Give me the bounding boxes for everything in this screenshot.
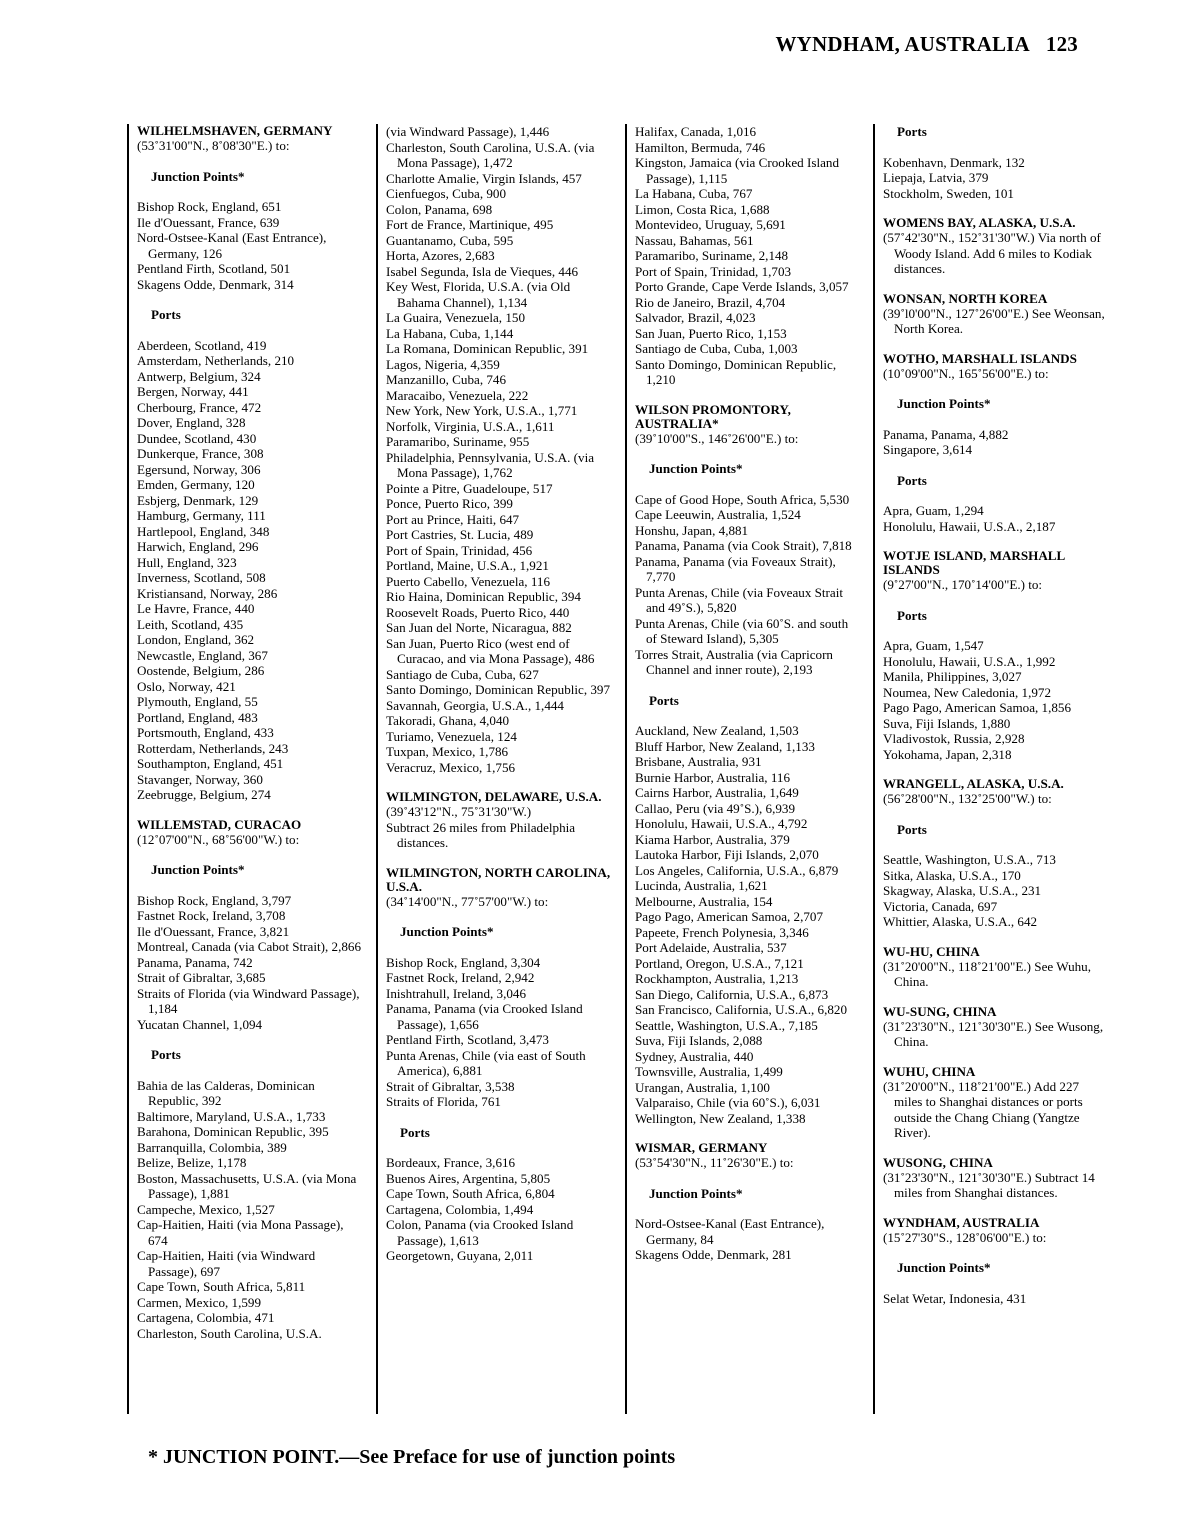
entry-line: Santo Domingo, Dominican Republic, 1,210: [635, 356, 837, 387]
entry-line: Dunkerque, France, 308: [137, 446, 264, 461]
entry-line: Amsterdam, Netherlands, 210: [137, 353, 295, 368]
entry-line: Santo Domingo, Dominican Republic, 397: [386, 682, 611, 697]
entry-line: Nord-Ostsee-Kanal (East Entrance), Germany, 84: [635, 1216, 825, 1247]
entry-line: Fastnet Rock, Ireland, 2,942: [386, 970, 535, 985]
section-subheading: Junction Points*: [897, 1260, 991, 1275]
entry-line: Nassau, Bahamas, 561: [635, 232, 754, 248]
entry-line: Ile d'Ouessant, France, 639: [137, 214, 280, 230]
section-subheading: Ports: [400, 1124, 430, 1140]
entry-line: Brisbane, Australia, 931: [635, 754, 762, 769]
entry-heading: WUSONG, CHINA: [883, 1154, 993, 1170]
entry-line: Maracaibo, Venezuela, 222: [386, 387, 529, 403]
entry-line: Sitka, Alaska, U.S.A., 170: [883, 867, 1021, 883]
entry-line: Vladivostok, Russia, 2,928: [883, 731, 1025, 746]
section-subheading: Junction Points*: [151, 168, 245, 184]
entry-line: Bahia de las Calderas, Dominican Republic, 392: [137, 1077, 315, 1108]
entry-line: Pentland Firth, Scotland, 3,473: [386, 1032, 549, 1047]
entry-line: Port of Spain, Trinidad, 1,703: [635, 263, 792, 279]
entry-line: San Juan, Puerto Rico (west end of Curacao, and via Mona Passage), 486: [386, 635, 595, 666]
entry-line: Inverness, Scotland, 508: [137, 570, 266, 585]
entry-line: Kristiansand, Norway, 286: [137, 585, 278, 601]
entry-line: Valparaiso, Chile (via 60˚S.), 6,031: [635, 1095, 821, 1110]
entry-line: Skagens Odde, Denmark, 314: [137, 276, 294, 292]
entry-line: Torres Strait, Australia (via Capricorn Channel and inner route), 2,193: [635, 646, 833, 677]
entry-line: Callao, Peru (via 49˚S.), 6,939: [635, 800, 796, 816]
entry-line: (12˚07'00"N., 68˚56'00"W.) to:: [137, 831, 300, 847]
entry-line: Melbourne, Australia, 154: [635, 893, 773, 909]
entry-line: Cape of Good Hope, South Africa, 5,530: [635, 491, 850, 507]
entry-line: Dundee, Scotland, 430: [137, 430, 257, 446]
entry-line: Pago Pago, American Samoa, 1,856: [883, 700, 1072, 715]
entry-line: Suva, Fiji Islands, 2,088: [635, 1033, 763, 1048]
entry-line: Plymouth, England, 55: [137, 694, 258, 709]
entry-line: Panama, Panama, 742: [137, 954, 253, 970]
entry-line: Leith, Scotland, 435: [137, 616, 244, 632]
entry-line: Fastnet Rock, Ireland, 3,708: [137, 908, 286, 923]
entry-line: Townsville, Australia, 1,499: [635, 1064, 783, 1079]
entry-line: Zeebrugge, Belgium, 274: [137, 787, 271, 802]
entry-line: Kobenhavn, Denmark, 132: [883, 154, 1025, 170]
entry-line: Lagos, Nigeria, 4,359: [386, 356, 500, 372]
entry-line: Southampton, England, 451: [137, 756, 284, 771]
entry-line: Honolulu, Hawaii, U.S.A., 4,792: [635, 816, 808, 831]
entry-line: Salvador, Brazil, 4,023: [635, 310, 756, 325]
entry-line: Bishop Rock, England, 3,797: [137, 892, 292, 908]
entry-line: Yucatan Channel, 1,094: [137, 1016, 263, 1032]
entry-heading: WILLEMSTAD, CURACAO: [137, 816, 302, 832]
entry-line: Pago Pago, American Samoa, 2,707: [635, 909, 824, 924]
entry-line: Hull, England, 323: [137, 554, 237, 570]
entry-line: Honshu, Japan, 4,881: [635, 522, 749, 538]
entry-heading: WOTJE ISLAND, MARSHALL ISLANDS: [883, 548, 1065, 577]
entry-line: Cape Town, South Africa, 5,811: [137, 1279, 306, 1294]
entry-line: Apra, Guam, 1,547: [883, 638, 984, 653]
entry-line: Cartagena, Colombia, 1,494: [386, 1201, 534, 1217]
header-title: WYNDHAM, AUSTRALIA: [775, 32, 1030, 56]
entry-line: Sydney, Australia, 440: [635, 1048, 754, 1064]
entry-line: Singapore, 3,614: [883, 442, 973, 457]
entry-line: Guantanamo, Cuba, 595: [386, 232, 514, 248]
footnote: * JUNCTION POINT.—See Preface for use of junction points: [148, 1446, 676, 1468]
section-subheading: Junction Points*: [400, 924, 494, 939]
entry-line: (via Windward Passage), 1,446: [386, 124, 550, 139]
page-number: 123: [1045, 32, 1078, 56]
entry-line: Port au Prince, Haiti, 647: [386, 511, 520, 527]
entry-line: Paramaribo, Suriname, 955: [386, 434, 530, 449]
section-subheading: Ports: [897, 124, 927, 139]
section-subheading: Junction Points*: [649, 461, 743, 476]
entry-line: New York, New York, U.S.A., 1,771: [386, 403, 578, 418]
entry-line: Straits of Florida, 761: [386, 1094, 501, 1109]
entry-line: (31˚23'30"N., 121˚30'30"E.) Subtract 14 miles from Shanghai distances.: [883, 1169, 1095, 1200]
entry-line: Ile d'Ouessant, France, 3,821: [137, 923, 290, 939]
entry-line: Rockhampton, Australia, 1,213: [635, 971, 799, 986]
entry-line: Le Havre, France, 440: [137, 601, 255, 616]
entry-line: Victoria, Canada, 697: [883, 898, 998, 914]
entry-line: Hamilton, Bermuda, 746: [635, 139, 766, 155]
entry-line: Port Castries, St. Lucia, 489: [386, 527, 534, 542]
entry-line: Lucinda, Australia, 1,621: [635, 878, 768, 893]
entry-line: Punta Arenas, Chile (via east of South America), 6,881: [386, 1047, 586, 1078]
section-subheading: Junction Points*: [649, 1185, 743, 1201]
entry-line: Stockholm, Sweden, 101: [883, 185, 1014, 201]
entry-line: (31˚20'00"N., 118˚21'00"E.) Add 227 miles to Shanghai distances or ports outside the Chang Chiang (Yangtze River).: [883, 1078, 1083, 1140]
entry-line: Baltimore, Maryland, U.S.A., 1,733: [137, 1108, 326, 1124]
entry-line: Aberdeen, Scotland, 419: [137, 337, 267, 353]
entry-line: (31˚23'30"N., 121˚30'30"E.) See Wusong, China.: [883, 1018, 1104, 1049]
entry-line: Limon, Costa Rica, 1,688: [635, 201, 770, 217]
entry-heading: WYNDHAM, AUSTRALIA: [883, 1214, 1040, 1230]
entry-line: Port Adelaide, Australia, 537: [635, 940, 787, 955]
entry-line: Roosevelt Roads, Puerto Rico, 440: [386, 604, 570, 620]
entry-line: Yokohama, Japan, 2,318: [883, 746, 1012, 762]
entry-line: Nord-Ostsee-Kanal (East Entrance), Germany, 126: [137, 230, 327, 261]
entry-heading: WU-HU, CHINA: [883, 943, 980, 959]
entry-line: (57˚42'30"N., 152˚31'30"W.) Via north of Woody Island. Add 6 miles to Kodiak distances.: [883, 230, 1101, 276]
entry-line: Inishtrahull, Ireland, 3,046: [386, 985, 526, 1001]
entry-line: Pentland Firth, Scotland, 501: [137, 261, 291, 276]
section-subheading: Ports: [897, 821, 927, 837]
entry-line: Charleston, South Carolina, U.S.A. (via Mona Passage), 1,472: [386, 139, 595, 170]
entry-line: Belize, Belize, 1,178: [137, 1155, 247, 1170]
section-subheading: Ports: [151, 1047, 181, 1062]
entry-line: Cartagena, Colombia, 471: [137, 1310, 275, 1325]
entry-line: Manila, Philippines, 3,027: [883, 669, 1022, 684]
entry-line: Hartlepool, England, 348: [137, 523, 270, 539]
entry-line: Skagway, Alaska, U.S.A., 231: [883, 883, 1042, 898]
entry-line: San Francisco, California, U.S.A., 6,820: [635, 1002, 848, 1017]
column-2: [376, 124, 612, 1414]
entry-line: Buenos Aires, Argentina, 5,805: [386, 1170, 551, 1186]
entry-line: Philadelphia, Pennsylvania, U.S.A. (via Mona Passage), 1,762: [386, 449, 595, 480]
entry-line: (10˚09'00"N., 165˚56'00"E.) to:: [883, 365, 1049, 381]
entry-line: Pointe a Pitre, Guadeloupe, 517: [386, 480, 553, 496]
entry-line: Oostende, Belgium, 286: [137, 663, 265, 678]
entry-line: (39˚43'12"N., 75˚31'30"W.): [386, 804, 532, 819]
entry-heading: WISMAR, GERMANY: [635, 1140, 768, 1155]
entry-line: (39˚l0'00"N., 127˚26'00"E.) See Weonsan, North Korea.: [883, 305, 1105, 336]
entry-line: Newcastle, England, 367: [137, 647, 268, 663]
entry-line: Port of Spain, Trinidad, 456: [386, 542, 533, 558]
entry-line: Cienfuegos, Cuba, 900: [386, 186, 507, 201]
entry-line: Strait of Gibraltar, 3,538: [386, 1078, 515, 1094]
entry-line: Punta Arenas, Chile (via 60˚S. and south of Steward Island), 5,305: [635, 615, 849, 646]
entry-line: Whittier, Alaska, U.S.A., 642: [883, 914, 1038, 929]
entry-line: Charleston, South Carolina, U.S.A.: [137, 1325, 322, 1341]
entry-line: Turiamo, Venezuela, 124: [386, 728, 517, 744]
entry-line: Seattle, Washington, U.S.A., 713: [883, 852, 1056, 867]
entry-heading: WONSAN, NORTH KOREA: [883, 290, 1048, 306]
entry-line: Urangan, Australia, 1,100: [635, 1079, 770, 1095]
entry-line: Barranquilla, Colombia, 389: [137, 1139, 287, 1155]
entry-line: Horta, Azores, 2,683: [386, 248, 495, 263]
column-1: [127, 124, 363, 1414]
entry-line: Santiago de Cuba, Cuba, 1,003: [635, 341, 798, 356]
entry-line: Oslo, Norway, 421: [137, 678, 236, 694]
entry-line: Egersund, Norway, 306: [137, 461, 261, 477]
entry-heading: WU-SUNG, CHINA: [883, 1003, 997, 1019]
entry-line: Colon, Panama (via Crooked Island Passage), 1,613: [386, 1217, 574, 1248]
entry-line: Panama, Panama (via Foveaux Strait), 7,770: [635, 553, 836, 584]
entry-line: Cape Leeuwin, Australia, 1,524: [635, 507, 801, 522]
entry-line: Montreal, Canada (via Cabot Strait), 2,866: [137, 939, 361, 954]
entry-line: Cairns Harbor, Australia, 1,649: [635, 785, 799, 800]
entry-line: (15˚27'30"S., 128˚06'00"E.) to:: [883, 1229, 1047, 1245]
entry-line: (9˚27'00"N., 170˚14'00"E.) to:: [883, 577, 1043, 592]
entry-heading: WOTHO, MARSHALL ISLANDS: [883, 350, 1077, 366]
entry-line: Panama, Panama (via Crooked Island Passage), 1,656: [386, 1001, 583, 1032]
entry-line: Lautoka Harbor, Fiji Islands, 2,070: [635, 847, 819, 862]
entry-line: Bordeaux, France, 3,616: [386, 1155, 516, 1170]
entry-line: Portland, England, 483: [137, 709, 258, 725]
entry-line: (56˚28'00"N., 132˚25'00"W.) to:: [883, 791, 1052, 806]
entry-line: Apra, Guam, 1,294: [883, 503, 984, 518]
entry-line: Subtract 26 miles from Philadelphia distances.: [386, 819, 576, 850]
entry-line: (39˚10'00"S., 146˚26'00"E.) to:: [635, 430, 799, 446]
entry-heading: WILMINGTON, DELAWARE, U.S.A.: [386, 789, 602, 804]
entry-line: Porto Grande, Cape Verde Islands, 3,057: [635, 279, 849, 294]
entry-heading: WILHELMSHAVEN, GERMANY: [137, 124, 333, 138]
entry-line: Selat Wetar, Indonesia, 431: [883, 1290, 1027, 1306]
entry-line: Montevideo, Uruguay, 5,691: [635, 217, 786, 232]
entry-line: Cap-Haitien, Haiti (via Windward Passage), 697: [137, 1248, 316, 1279]
entry-line: Campeche, Mexico, 1,527: [137, 1201, 275, 1217]
entry-line: Rotterdam, Netherlands, 243: [137, 740, 289, 756]
entry-line: Portland, Maine, U.S.A., 1,921: [386, 558, 549, 573]
entry-line: Cap-Haitien, Haiti (via Mona Passage), 674: [137, 1217, 344, 1248]
entry-line: Paramaribo, Suriname, 2,148: [635, 248, 789, 263]
entry-line: Carmen, Mexico, 1,599: [137, 1294, 262, 1310]
entry-line: Burnie Harbor, Australia, 116: [635, 769, 790, 785]
entry-line: Norfolk, Virginia, U.S.A., 1,611: [386, 418, 555, 434]
entry-line: Savannah, Georgia, U.S.A., 1,444: [386, 697, 564, 713]
entry-line: Isabel Segunda, Isla de Vieques, 446: [386, 263, 579, 279]
entry-line: Bluff Harbor, New Zealand, 1,133: [635, 738, 815, 754]
column-4: [873, 124, 1109, 1414]
entry-line: London, England, 362: [137, 632, 255, 647]
entry-line: Emden, Germany, 120: [137, 477, 255, 492]
column-3: [625, 124, 861, 1414]
entry-line: Stavanger, Norway, 360: [137, 771, 263, 787]
section-subheading: Ports: [151, 307, 181, 322]
entry-line: Puerto Cabello, Venezuela, 116: [386, 573, 550, 589]
entry-line: Halifax, Canada, 1,016: [635, 124, 757, 139]
entry-line: Takoradi, Ghana, 4,040: [386, 713, 510, 728]
entry-line: Auckland, New Zealand, 1,503: [635, 723, 799, 738]
entry-line: Skagens Odde, Denmark, 281: [635, 1247, 792, 1262]
entry-heading: WOMENS BAY, ALASKA, U.S.A.: [883, 215, 1076, 230]
entry-line: Key West, Florida, U.S.A. (via Old Bahama Channel), 1,134: [386, 279, 571, 310]
entry-heading: WUHU, CHINA: [883, 1063, 976, 1079]
entry-line: Panama, Panama (via Cook Strait), 7,818: [635, 538, 852, 553]
entry-line: Antwerp, Belgium, 324: [137, 368, 261, 384]
entry-line: San Diego, California, U.S.A., 6,873: [635, 986, 829, 1002]
entry-line: Harwich, England, 296: [137, 539, 259, 554]
entry-line: La Romana, Dominican Republic, 391: [386, 341, 589, 356]
entry-line: Bishop Rock, England, 651: [137, 199, 282, 214]
entry-line: Cherbourg, France, 472: [137, 399, 262, 415]
entry-line: Strait of Gibraltar, 3,685: [137, 970, 266, 985]
section-subheading: Ports: [649, 692, 679, 708]
entry-line: Panama, Panama, 4,882: [883, 426, 1009, 442]
entry-line: Georgetown, Guyana, 2,011: [386, 1248, 534, 1263]
entry-line: Portsmouth, England, 433: [137, 725, 274, 740]
entry-line: Bergen, Norway, 441: [137, 384, 249, 399]
section-subheading: Ports: [897, 607, 927, 623]
entry-line: Cape Town, South Africa, 6,804: [386, 1186, 555, 1201]
entry-line: (53˚54'30"N., 11˚26'30"E.) to:: [635, 1155, 794, 1170]
entry-line: Rio Haina, Dominican Republic, 394: [386, 589, 581, 604]
entry-line: Ponce, Puerto Rico, 399: [386, 496, 513, 511]
entry-line: Los Angeles, California, U.S.A., 6,879: [635, 862, 839, 878]
section-subheading: Ports: [897, 472, 927, 488]
entry-line: Punta Arenas, Chile (via Foveaux Strait and 49˚S.), 5,820: [635, 584, 844, 615]
entry-line: Tuxpan, Mexico, 1,786: [386, 744, 509, 759]
entry-heading: WILMINGTON, NORTH CAROLINA, U.S.A.: [386, 864, 611, 894]
entry-line: Portland, Oregon, U.S.A., 7,121: [635, 955, 804, 971]
entry-heading: WRANGELL, ALASKA, U.S.A.: [883, 776, 1064, 791]
section-subheading: Junction Points*: [897, 396, 991, 411]
entry-line: Esbjerg, Denmark, 129: [137, 492, 259, 508]
section-subheading: Junction Points*: [151, 862, 245, 877]
entry-line: Kingston, Jamaica (via Crooked Island Passage), 1,115: [635, 155, 839, 186]
entry-line: Fort de France, Martinique, 495: [386, 217, 554, 232]
entry-line: Papeete, French Polynesia, 3,346: [635, 924, 809, 940]
entry-line: (34˚14'00"N., 77˚57'00"W.) to:: [386, 893, 549, 909]
entry-line: Suva, Fiji Islands, 1,880: [883, 715, 1011, 731]
entry-line: Wellington, New Zealand, 1,338: [635, 1110, 806, 1126]
entry-line: (53˚31'00"N., 8˚08'30"E.) to:: [137, 138, 290, 153]
entry-line: La Guaira, Venezuela, 150: [386, 310, 525, 325]
entry-heading: WILSON PROMONTORY, AUSTRALIA*: [635, 401, 791, 431]
entry-line: Liepaja, Latvia, 379: [883, 170, 989, 185]
entry-line: Kiama Harbor, Australia, 379: [635, 831, 790, 847]
running-header: [775, 32, 1078, 57]
entry-line: Honolulu, Hawaii, U.S.A., 1,992: [883, 653, 1056, 669]
entry-line: Dover, England, 328: [137, 415, 246, 430]
entry-line: Straits of Florida (via Windward Passage), 1,184: [137, 985, 360, 1016]
entry-line: Hamburg, Germany, 111: [137, 508, 266, 523]
entry-line: Noumea, New Caledonia, 1,972: [883, 684, 1051, 700]
entry-line: Veracruz, Mexico, 1,756: [386, 759, 516, 775]
entry-line: Rio de Janeiro, Brazil, 4,704: [635, 294, 786, 310]
entry-line: La Habana, Cuba, 1,144: [386, 325, 514, 341]
entry-line: (31˚20'00"N., 118˚21'00"E.) See Wuhu, China.: [883, 958, 1091, 989]
entry-line: Honolulu, Hawaii, U.S.A., 2,187: [883, 518, 1056, 534]
entry-line: Charlotte Amalie, Virgin Islands, 457: [386, 170, 582, 186]
entry-line: Santiago de Cuba, Cuba, 627: [386, 666, 539, 682]
entry-line: Bishop Rock, England, 3,304: [386, 954, 541, 970]
entry-line: La Habana, Cuba, 767: [635, 186, 753, 201]
entry-line: Seattle, Washington, U.S.A., 7,185: [635, 1017, 818, 1033]
entry-line: Manzanillo, Cuba, 746: [386, 372, 507, 387]
entry-line: Barahona, Dominican Republic, 395: [137, 1124, 329, 1139]
entry-line: Colon, Panama, 698: [386, 201, 493, 217]
entry-line: San Juan, Puerto Rico, 1,153: [635, 325, 787, 341]
entry-line: San Juan del Norte, Nicaragua, 882: [386, 620, 572, 635]
entry-line: Boston, Massachusetts, U.S.A. (via Mona Passage), 1,881: [137, 1170, 357, 1201]
